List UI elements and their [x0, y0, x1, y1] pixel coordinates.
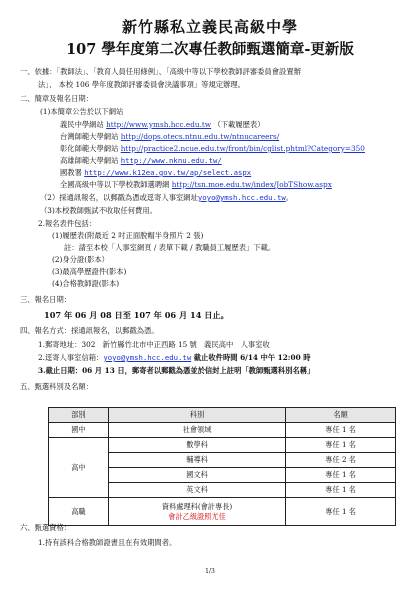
section2-heading: 二、簡章及報名日期：: [20, 94, 93, 103]
quota-cell: 專任 1 名: [286, 468, 396, 483]
site-name: 台灣師範大學網站: [60, 132, 119, 141]
school-title: 新竹縣私立義民高級中學: [121, 18, 298, 36]
document-item: (3)最高學歷證件(影本): [52, 267, 127, 276]
deadline-note: 截止收件時間 6/14 中午 12:00 時: [191, 353, 311, 362]
subject-cell: [108, 498, 285, 526]
qualification-1: 1.持有該科合格教師證書且在有效期間者。: [38, 538, 177, 547]
table-row: [49, 438, 396, 453]
section5-heading: 五、甄選科別及名額：: [20, 382, 93, 391]
email-link[interactable]: yoyo@ymsh.hcc.edu.tw: [197, 193, 286, 202]
document-item: (2)身分證(影本）: [52, 255, 109, 264]
email-link-2[interactable]: yoyo@ymsh.hcc.edu.tw: [103, 353, 192, 362]
section1-line2: 法」、 本校 106 學年度教師評審委員會決議事項」等規定辦理。: [38, 80, 245, 89]
positions-table: [48, 407, 396, 526]
document-item: (1)履歷表(附最近 2 吋正面脫帽半身照片 2 張): [52, 231, 204, 240]
section2-sub1: (1)本簡章公告於以下網站: [40, 107, 124, 116]
sub2-text: （2）採通訊報名，以郵戳為憑或逕寄人事室網址: [40, 193, 198, 202]
section2-sub3: （3)本校教師甄試不收取任何費用。: [40, 206, 157, 215]
subject-cell: 輔導科: [108, 453, 285, 468]
dept-cell: 高中: [49, 438, 109, 498]
site-row: [60, 132, 279, 142]
site-link-ntnu[interactable]: http://dops.otecs.ntnu.edu.tw/ntnucareers/: [120, 132, 280, 141]
section3-heading: 三、報名日期：: [20, 295, 72, 304]
document-note: 註：請至本校「人事室網頁 / 表單下載 / 教職員工履歷表」下載。: [64, 243, 276, 252]
site-name: 義民中學網站: [60, 120, 104, 129]
dept-cell: 高職: [49, 498, 109, 526]
table-row: [49, 498, 396, 526]
site-name: 全國高級中等以下學校教師選聘網: [60, 180, 170, 189]
sub2-post: 。: [285, 193, 294, 202]
subject-name: 資料處理科(會計專長): [161, 501, 233, 511]
subject-cell: 國文科: [108, 468, 285, 483]
subject-cell: 數學科: [108, 438, 285, 453]
quota-cell: 專任 1 名: [286, 438, 396, 453]
subject-cell: 社會領域: [108, 423, 285, 438]
site-link-nknu[interactable]: http://www.nknu.edu.tw/: [120, 156, 222, 165]
section6-heading: 六、甄選資格：: [20, 523, 72, 532]
section2-sub2: [40, 193, 293, 203]
document-item: (4)合格教師證(影本): [52, 279, 120, 288]
site-row: [60, 144, 365, 154]
section1-line1: 一、依據：「教師法」、「教育人員任用條例」、「高級中等以下學校教師評審委員會設置辦: [20, 67, 301, 76]
site-row: [60, 180, 332, 190]
document-title: 107 學年度第二次專任教師甄選簡章-更新版: [66, 41, 354, 58]
quota-cell: 專任 2 名: [286, 453, 396, 468]
site-name: 高雄師範大學網站: [60, 156, 119, 165]
site-link-ymsh[interactable]: http://www.ymsh.hcc.edu.tw: [106, 120, 212, 129]
section2-sub4: 2.報名表件包括：: [38, 219, 97, 228]
site-row: [60, 156, 222, 166]
site-note: （下載履歷表）: [213, 120, 265, 129]
site-link-k12ea[interactable]: http://www.k12ea.gov.tw/ap/select.aspx: [84, 168, 252, 177]
table-header: 部別: [49, 408, 109, 423]
subject-note: 會計乙級證照尤佳: [168, 511, 226, 521]
deadline-line: 3.截止日期：06 月 13 日，郵寄者以郵戳為憑並於信封上註明「教師甄選科別名稱」: [38, 366, 315, 375]
dept-cell: 國中: [49, 423, 109, 438]
section4-heading: 四、報名方式：採通訊報名，以郵戳為憑。: [20, 326, 159, 335]
quota-cell: 專任 1 名: [286, 423, 396, 438]
email-submission: [38, 353, 311, 363]
email-label: 2.逕寄人事室信箱：: [38, 353, 104, 362]
mailing-address: 1.郵寄地址：302 新竹縣竹北市中正西路 15 號 義民高中 人事室收: [38, 340, 270, 349]
site-row: [60, 168, 251, 178]
quota-cell: 專任 1 名: [286, 483, 396, 498]
site-name: 彰化師範大學網站: [60, 144, 119, 153]
subject-cell: 英文科: [108, 483, 285, 498]
site-row: [60, 120, 265, 130]
registration-date: 107 年 06 月 08 日至 107 年 06 月 14 日止。: [44, 310, 229, 320]
page-number: 1/3: [205, 568, 215, 575]
quota-cell: 專任 1 名: [286, 498, 396, 526]
site-link-ncue[interactable]: http://practice2.ncue.edu.tw/front/bin/cglist.phtml?Category=350: [120, 144, 365, 153]
site-link-tsn[interactable]: http://tsn.moe.edu.tw/index/JobTShow.aspx: [171, 180, 332, 189]
table-header: 名額: [286, 408, 396, 423]
table-row: [49, 423, 396, 438]
table-header: 科別: [108, 408, 285, 423]
site-name: 國教署: [60, 168, 82, 177]
table-header-row: [49, 408, 396, 423]
